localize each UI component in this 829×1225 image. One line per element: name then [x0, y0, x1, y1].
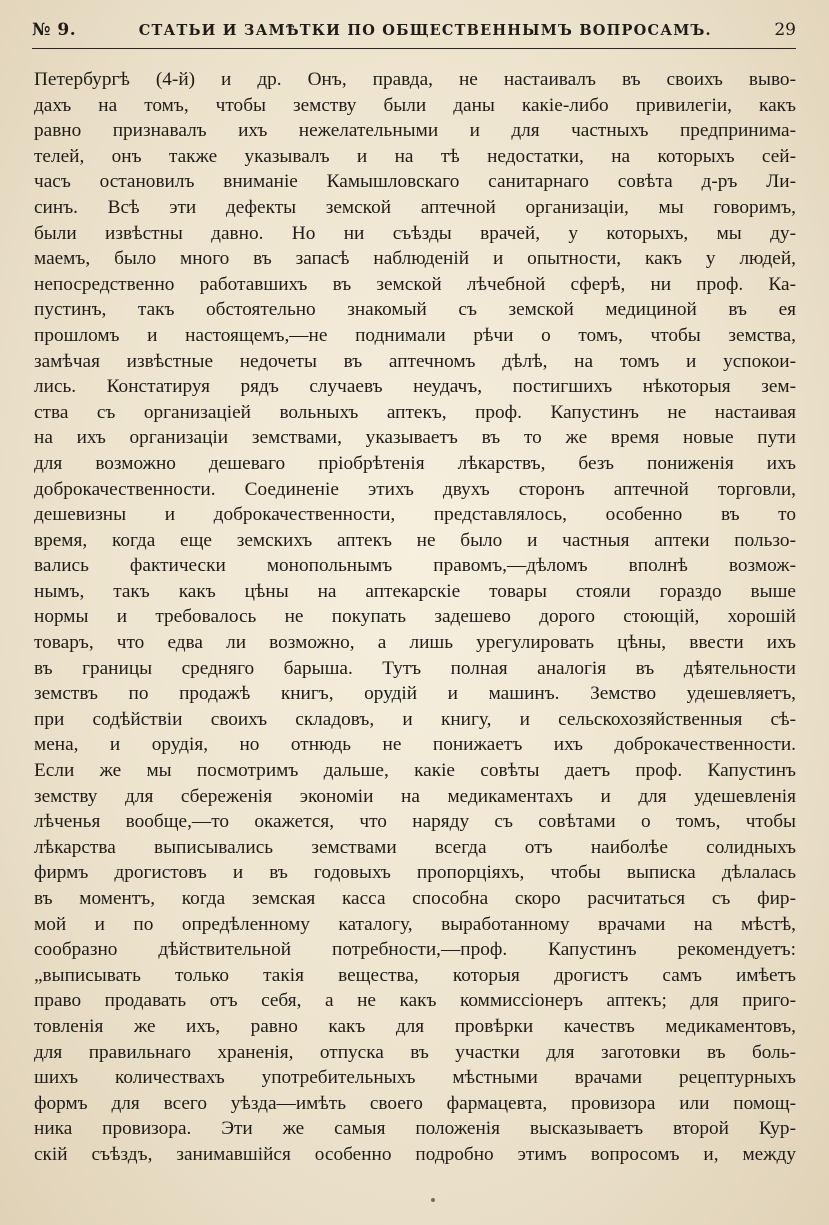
text-line: непосредственно работавшихъ въ земской лѣчебной сферѣ, ни проф. Ка- — [34, 273, 796, 295]
text-line: Если же мы посмотримъ дальше, какіе совѣты даетъ проф. Капустинъ — [34, 760, 796, 782]
text-line: ства съ организаціей вольныхъ аптекъ, проф. Капустинъ не настаивая — [34, 401, 796, 423]
text-line: доброкачественности. Соединеніе этихъ двухъ сторонъ аптечной торговли, — [34, 478, 796, 500]
running-header — [32, 20, 796, 49]
text-line: фирмъ дрогистовъ и въ годовыхъ пропорціяхъ, чтобы выписка дѣлалась — [34, 862, 796, 884]
text-line: мена, и орудія, но отнюдь не понижаетъ ихъ доброкачественности. — [34, 734, 796, 756]
text-line: для возможно дешеваго пріобрѣтенія лѣкарствъ, безъ пониженія ихъ — [34, 452, 796, 474]
text-line: скій съѣздъ, занимавшійся особенно подробно этимъ вопросомъ и, между — [34, 1143, 796, 1165]
text-line: синъ. Всѣ эти дефекты земской аптечной организаціи, мы говоримъ, — [34, 196, 796, 218]
text-line: при содѣйствіи своихъ складовъ, и книгу, и сельскохозяйственныя сѣ- — [34, 708, 796, 730]
print-speck — [431, 1198, 435, 1202]
text-line: въ моментъ, когда земская касса способна скоро расчитаться съ фир- — [34, 888, 796, 909]
issue-number: № 9. — [32, 20, 77, 40]
text-line: ника провизора. Эти же самыя положенія высказываетъ второй Кур- — [34, 1118, 796, 1140]
text-line: дешевизны и доброкачественности, представлялось, особенно въ то — [34, 504, 796, 526]
text-line: телей, онъ также указывалъ и на тѣ недостатки, на которыхъ сей- — [34, 145, 796, 167]
text-line: „выписывать только такія вещества, которыя дрогистъ самъ имѣетъ — [34, 964, 796, 986]
text-line: часъ остановилъ вниманіе Камышловскаго санитарнаго совѣта д-ръ Ли- — [34, 171, 796, 193]
text-line: для правильнаго храненія, отпуска въ участки для заготовки въ боль- — [34, 1041, 796, 1063]
text-line: были извѣстны давно. Но ни съѣзды врачей, у которыхъ, мы ду- — [34, 222, 796, 244]
text-line: въ границы средняго барыша. Тутъ полная аналогія въ дѣятельности — [34, 657, 796, 679]
text-line: право продавать отъ себя, а не какъ коммиссіонеръ аптекъ; для приго- — [34, 990, 796, 1012]
text-line: нормы и требовалось не покупать задешево дорого стоющій, хорошій — [34, 606, 796, 628]
text-line: равно признавалъ ихъ нежелательными и для частныхъ предпринима- — [34, 120, 796, 142]
text-line: на ихъ организаціи земствами, указываетъ въ то же время новые пути — [34, 427, 796, 449]
text-line: сообразно дѣйствительной потребности,—проф. Капустинъ рекомендуетъ: — [34, 939, 796, 961]
text-line: товленія же ихъ, равно какъ для провѣрки качествъ медикаментовъ, — [34, 1015, 796, 1037]
text-line: земству для сбереженія экономіи на медикаментахъ и для удешевленія — [34, 785, 796, 807]
text-line: маемъ, было много въ запасѣ наблюденій и опытности, какъ у людей, — [34, 248, 796, 270]
text-line: замѣчая извѣстные недочеты въ аптечномъ дѣлѣ, на томъ и успокои- — [34, 350, 796, 372]
text-line: дахъ на томъ, чтобы земству были даны какіе-либо привилегіи, какъ — [34, 94, 796, 116]
text-line: товаръ, что едва ли возможно, а лишь урегулировать цѣны, ввести ихъ — [34, 632, 796, 654]
text-line: прошломъ и настоящемъ,—не поднимали рѣчи о томъ, чтобы земства, — [34, 324, 796, 346]
text-line: формъ для всего уѣзда—имѣть своего фармацевта, провизора или помощ- — [34, 1092, 796, 1114]
text-line: лись. Констатируя рядъ случаевъ неудачъ, постигшихъ нѣкоторыя зем- — [34, 376, 796, 398]
section-title: СТАТЬИ И ЗАМѢТКИ ПО ОБЩЕСТВЕННЫМЪ ВОПРОСАМЪ. — [138, 22, 712, 39]
text-line: пустинъ, такъ обстоятельно знакомый съ земской медициной въ ея — [34, 299, 796, 321]
page-number: 29 — [774, 20, 796, 40]
text-line: вались фактически монопольнымъ правомъ,—дѣломъ вполнѣ возмож- — [34, 555, 796, 577]
text-line: Петербургѣ (4-й) и др. Онъ, правда, не настаивалъ въ своихъ выво- — [34, 69, 796, 90]
text-line: шихъ количествахъ употребительныхъ мѣстными врачами рецептурныхъ — [34, 1067, 796, 1089]
text-line: земствъ по продажѣ книгъ, орудій и машинъ. Земство удешевляетъ, — [34, 683, 796, 705]
text-line: время, когда еще земскихъ аптекъ не было и частныя аптеки пользо- — [34, 529, 796, 551]
text-line: мой и по опредѣленному каталогу, выработанному врачами на мѣстѣ, — [34, 913, 796, 935]
text-line: лѣкарства выписывались земствами всегда отъ наиболѣе солидныхъ — [34, 836, 796, 858]
body-text — [34, 67, 796, 1168]
text-line: лѣченья вообще,—то окажется, что наряду съ совѣтами о томъ, чтобы — [34, 811, 796, 833]
text-line: нымъ, такъ какъ цѣны на аптекарскіе товары стояли гораздо выше — [34, 580, 796, 602]
